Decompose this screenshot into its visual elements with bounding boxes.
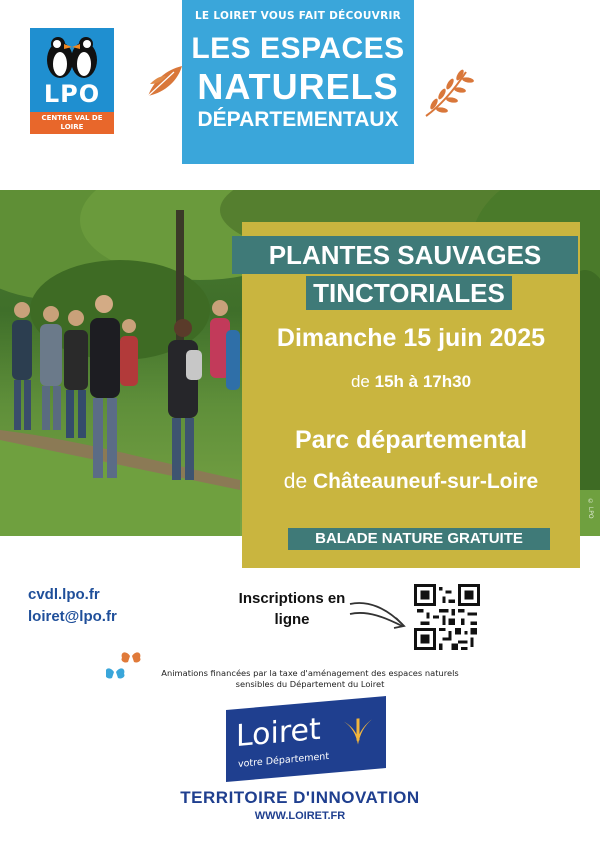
banner-line-1: LES ESPACES (191, 32, 405, 65)
leaf-icon (144, 60, 186, 100)
photo-credit: © LPO (587, 498, 594, 519)
loiret-subtitle: votre Département (238, 750, 330, 770)
event-info-box (242, 222, 580, 568)
event-place-prefix: de (283, 470, 308, 493)
qr-code[interactable] (414, 584, 480, 650)
funding-note (130, 668, 490, 690)
lpo-region: CENTRE VAL DE LOIRE (30, 112, 114, 134)
event-place-line-1: Parc départemental (294, 426, 528, 454)
banner-kicker: LE LOIRET VOUS FAIT DÉCOUVRIR (194, 10, 402, 22)
event-place-name: Châteauneuf-sur-Loire (313, 470, 539, 493)
website-link[interactable]: cvdl.lpo.fr (28, 586, 100, 603)
lpo-logo (30, 28, 114, 134)
banner-line-3: DÉPARTEMENTAUX (197, 108, 399, 131)
arrow-icon (346, 598, 410, 632)
funding-line-1: Animations financées par la taxe d'aménagement des espaces naturels (161, 668, 459, 678)
registration-label: Inscriptions en ligne (238, 590, 346, 628)
event-title-line-1: PLANTES SAUVAGES (232, 236, 578, 274)
email-link[interactable]: loiret@lpo.fr (28, 608, 117, 625)
lpo-logo-block (30, 28, 114, 112)
loiret-url[interactable]: WWW.LOIRET.FR (254, 810, 346, 822)
header-banner (182, 0, 414, 164)
branch-icon (420, 66, 476, 122)
event-time-prefix: de (350, 372, 370, 391)
loiret-logo (226, 696, 386, 782)
event-time-value: 15h à 17h30 (374, 372, 472, 391)
event-tag: BALADE NATURE GRATUITE (288, 528, 550, 550)
event-date: Dimanche 15 juin 2025 (276, 324, 546, 352)
event-title-line-2: TINCTORIALES (306, 276, 512, 310)
wheat-icon (338, 715, 378, 748)
event-place-line-2 (242, 470, 580, 494)
loiret-slogan: TERRITOIRE D'INNOVATION (180, 788, 420, 807)
funding-line-2: sensibles du Département du Loiret (235, 679, 385, 689)
loiret-name: Loiret (236, 711, 321, 755)
banner-line-2: NATURELS (197, 66, 399, 107)
event-time (242, 372, 580, 392)
puffins-icon (36, 30, 108, 82)
lpo-name: LPO (43, 80, 101, 108)
